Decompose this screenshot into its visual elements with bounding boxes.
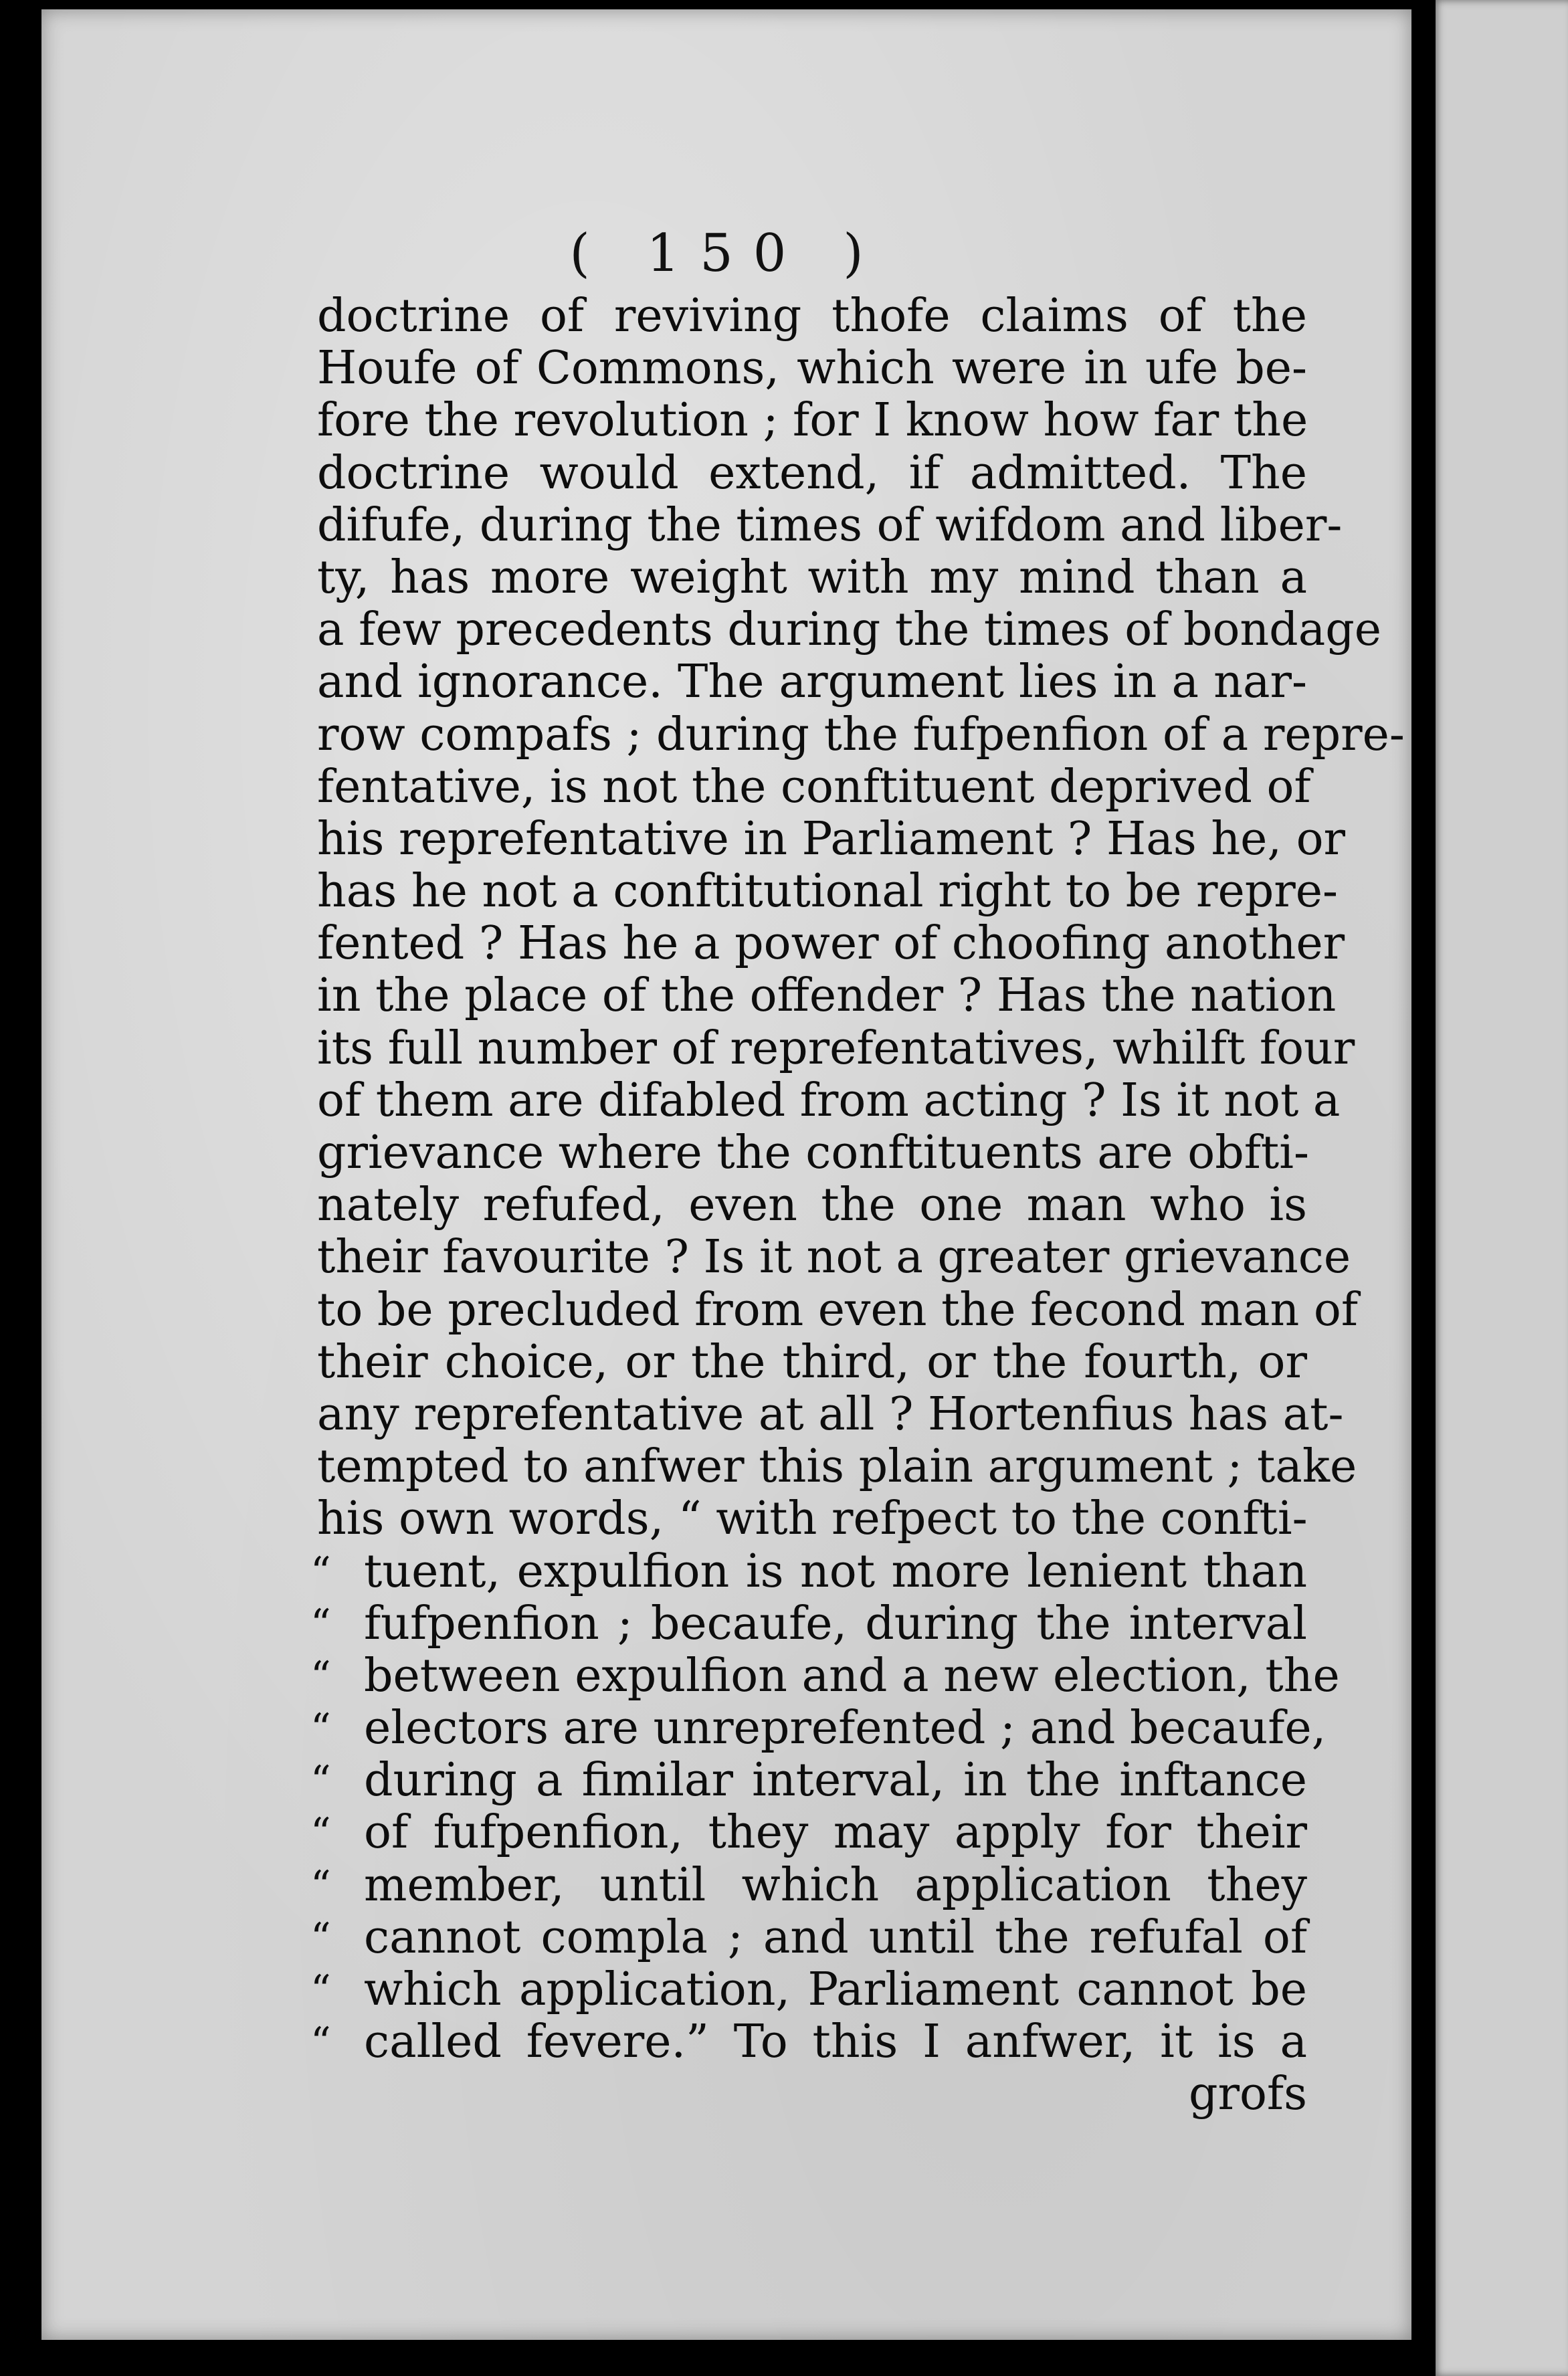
text-line-content: tuent, expulfion is not more lenient than [364, 1545, 1307, 1598]
text-line-content: and ignorance. The argument lies in a nar- [317, 656, 1307, 709]
text-line-content: of fufpenfion, they may apply for their [364, 1806, 1307, 1860]
text-line [317, 656, 1307, 708]
text-line [317, 1179, 1307, 1231]
text-line-content: Houfe of Commons, which were in ufe be- [317, 342, 1307, 395]
body-text [310, 290, 1405, 2121]
quote-mark: “ [310, 1652, 331, 1700]
text-line [317, 1231, 1351, 1284]
adjacent-page-edge [1432, 0, 1568, 2376]
book-gutter [1409, 0, 1436, 2376]
text-line [317, 395, 1307, 447]
text-line [317, 1440, 1357, 1494]
text-line-content: row compafs ; during the fufpenfion of a repre- [317, 708, 1405, 761]
quote-mark: “ [310, 1757, 331, 1805]
text-line [310, 1754, 1307, 1807]
quote-mark: “ [310, 1809, 331, 1857]
text-line [317, 1021, 1355, 1075]
book-page [41, 9, 1411, 2340]
text-line-content: his own words, “ with refpect to the confti- [317, 1492, 1308, 1546]
text-line [310, 1597, 1307, 1650]
text-line-content: which application, Parliament cannot be [364, 1963, 1307, 2016]
text-line [317, 2068, 1307, 2120]
text-line-content: tempted to anfwer this plain argument ; take [317, 1440, 1357, 1494]
text-line-content: during a fimilar interval, in the inftance [364, 1754, 1307, 1807]
text-line [317, 1493, 1307, 1545]
text-line-content: difufe, during the times of wifdom and liber- [317, 498, 1343, 552]
text-line [317, 1336, 1307, 1389]
text-line-content: has he not a conftitutional right to be repre- [317, 865, 1339, 918]
text-line [317, 708, 1405, 761]
text-line [317, 603, 1382, 657]
text-line [310, 1545, 1307, 1598]
text-line-content: fented ? Has he a power of choofing another [317, 917, 1345, 971]
text-line [317, 1074, 1341, 1127]
text-line [317, 290, 1307, 342]
text-line-content: fufpenfion ; becaufe, during the interval [364, 1597, 1307, 1650]
text-line [310, 1649, 1340, 1702]
text-line [317, 552, 1307, 604]
text-line [317, 760, 1311, 813]
text-line [317, 448, 1307, 500]
text-line-content: doctrine of reviving thofe claims of the [317, 290, 1307, 342]
text-line-content: ty, has more weight with my mind than a [317, 551, 1307, 604]
text-line [317, 1127, 1307, 1179]
text-line-content: doctrine would extend, if admitted. The [317, 446, 1307, 500]
text-line-content: nately refufed, even the one man who is [317, 1179, 1307, 1232]
text-line [310, 2015, 1307, 2069]
text-line-content: between expulfion and a new election, the [364, 1649, 1340, 1702]
text-line [310, 1806, 1307, 1860]
quote-mark: “ [310, 1705, 331, 1753]
text-line [317, 812, 1346, 866]
text-line-content: a few precedents during the times of bondage [317, 603, 1382, 657]
quote-mark: “ [310, 1600, 331, 1648]
text-line-content: member, until which application they [364, 1858, 1307, 1912]
quote-mark: “ [310, 1548, 331, 1595]
text-line-content: their choice, or the third, or the fourth, or [317, 1335, 1307, 1389]
text-line [317, 917, 1345, 971]
text-line-content: called fevere.” To this I anfwer, it is a [364, 2015, 1307, 2069]
text-line-content: in the place of the offender ? Has the nation [317, 969, 1337, 1023]
text-line [310, 1963, 1307, 2016]
text-line [310, 1910, 1307, 1964]
text-line-content: grofs [1188, 2068, 1307, 2121]
quote-mark: “ [310, 1914, 331, 1961]
quote-mark: “ [310, 2019, 331, 2066]
text-line-content: grievance where the conftituents are obfti- [317, 1126, 1309, 1179]
quote-mark: “ [310, 1967, 331, 2013]
text-line-content: any reprefentative at all ? Hortenfius has at- [317, 1387, 1344, 1441]
text-line [317, 865, 1339, 918]
text-line-content: to be precluded from even the fecond man of [317, 1283, 1358, 1336]
text-line [317, 498, 1343, 552]
text-line-content: cannot compla ; and until the refufal of [364, 1910, 1307, 1964]
page-number: ( 150 ) [569, 223, 884, 284]
text-line [317, 1283, 1358, 1336]
text-line [317, 1387, 1344, 1441]
text-line-content: his reprefentative in Parliament ? Has he, or [317, 812, 1346, 866]
text-line [310, 1702, 1327, 1755]
text-line-content: electors are unreprefented ; and becaufe, [364, 1702, 1327, 1755]
text-line-content: their favourite ? Is it not a greater grievance [317, 1231, 1351, 1284]
text-line [317, 342, 1307, 395]
text-line-content: fentative, is not the conftituent deprived of [317, 760, 1311, 813]
text-line-content: of them are difabled from acting ? Is it not a [317, 1074, 1341, 1127]
text-line-content: fore the revolution ; for I know how far the [317, 394, 1308, 448]
text-line [317, 969, 1337, 1023]
quote-mark: “ [310, 1862, 331, 1909]
text-line-content: its full number of reprefentatives, whilft four [317, 1021, 1355, 1075]
text-line [310, 1858, 1307, 1912]
